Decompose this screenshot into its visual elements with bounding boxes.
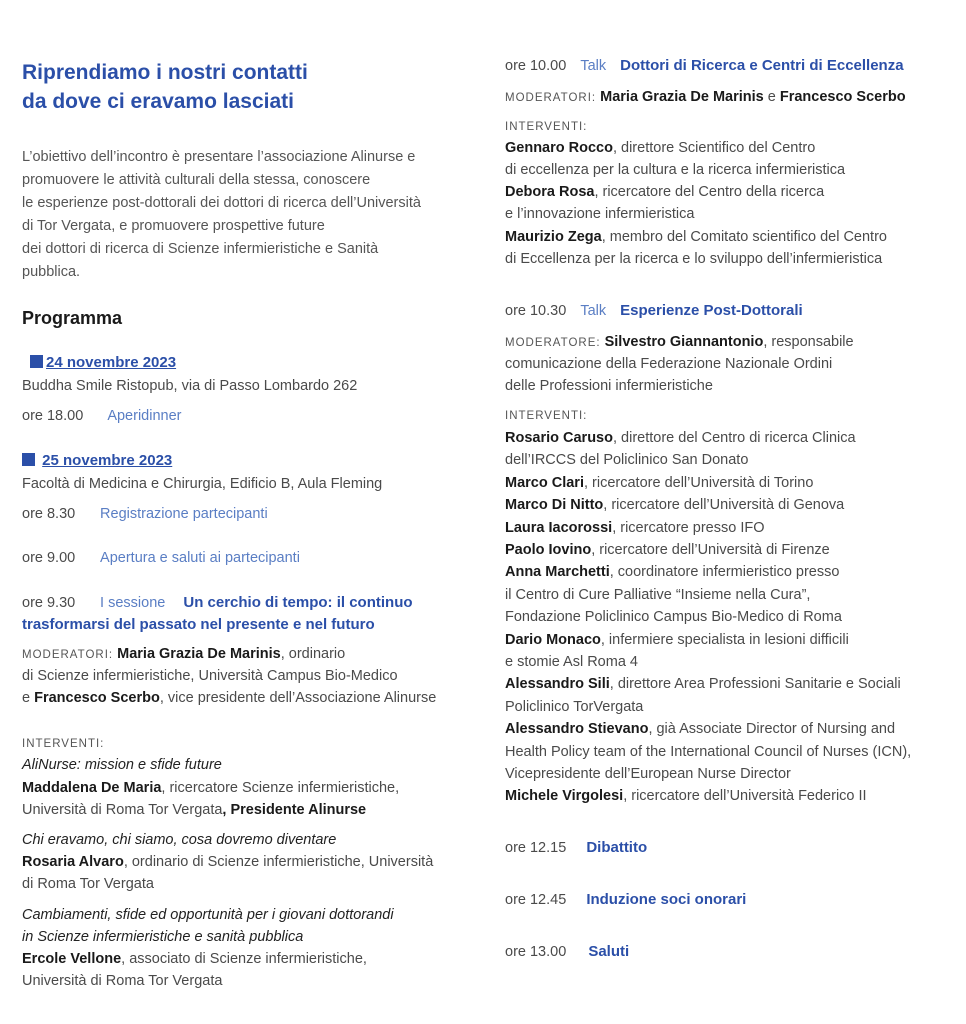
speaker-line — [505, 673, 901, 695]
speaker-line — [505, 472, 813, 494]
speaker-line — [505, 427, 856, 449]
day2-venue: Facoltà di Medicina e Chirurgia, Edificio B, Aula Fleming — [22, 476, 383, 492]
agenda-item — [22, 503, 268, 525]
speaker-name: Rosario Caruso — [505, 430, 613, 446]
time: ore 12.45 — [505, 892, 567, 908]
event-label: Registrazione partecipanti — [100, 506, 268, 522]
speaker-name: Marco Di Nitto — [505, 497, 604, 514]
intro-line: le esperienze post-dottorali dei dottori di ricerca dell’Università — [22, 195, 421, 211]
speaker-line — [505, 696, 643, 718]
intro-line: pubblica. — [22, 264, 81, 280]
speaker-role: dell’IRCCS del Policlinico San Donato — [505, 452, 749, 469]
speaker-line — [505, 449, 748, 471]
speaker-name: Maddalena De Maria — [22, 780, 162, 796]
speaker-affiliation: Università di Roma Tor Vergata — [22, 802, 223, 818]
speaker-role: il Centro di Cure Palliative “Insieme nella Cura”, — [505, 586, 811, 603]
speaker-role-line: di Eccellenza per la ricerca e lo sviluppo dell’infermieristica — [505, 251, 883, 267]
speaker-role: , ordinario di Scienze infermieristiche, Università — [123, 854, 434, 870]
speaker-name: Dario Monaco — [505, 631, 601, 648]
agenda-item — [22, 547, 300, 569]
speaker-role: Health Policy team of the International Council of Nurses (ICN), — [505, 743, 912, 760]
closing-item — [505, 837, 647, 859]
speaker-role: Fondazione Policlinico Campus Bio-Medico di Roma — [505, 609, 842, 626]
day1-venue: Buddha Smile Ristopub, via di Passo Lombardo 262 — [22, 378, 358, 394]
interventi-label: INTERVENTI: — [505, 121, 588, 133]
day1-date — [30, 352, 176, 374]
speaker-role: , associato di Scienze infermieristiche, — [121, 951, 367, 967]
title-line-1: Riprendiamo i nostri contatti — [22, 61, 308, 84]
session-kind: Talk — [580, 58, 607, 74]
talk-speaker-role: di Roma Tor Vergata — [22, 876, 154, 892]
session-header — [505, 55, 904, 77]
moderator-name: Maria Grazia De Marinis — [600, 89, 764, 105]
speaker-title: , Presidente Alinurse — [222, 802, 367, 818]
talk-speaker — [22, 777, 399, 799]
speaker-name: Maurizio Zega — [505, 229, 602, 245]
session-title: Esperienze Post-Dottorali — [620, 302, 803, 319]
speaker-line — [505, 606, 842, 628]
moderator-role: , ordinario — [280, 646, 346, 662]
time: ore 18.00 — [22, 408, 84, 424]
session-title: Dottori di Ricerca e Centri di Eccellenza — [620, 57, 904, 74]
speaker-line — [505, 718, 895, 740]
session-label: I sessione — [100, 595, 166, 611]
talk-speaker-role — [22, 799, 366, 821]
moderator-name: Maria Grazia De Marinis — [117, 646, 281, 662]
speaker-role: , ricercatore presso IFO — [612, 519, 765, 536]
speaker-role: , ricercatore del Centro della ricerca — [594, 184, 825, 200]
moderator-name: Silvestro Giannantonio — [604, 334, 764, 350]
speaker — [505, 137, 815, 159]
conjunction: e — [763, 89, 780, 105]
closing-title: Saluti — [588, 943, 630, 960]
speaker-role: , già Associate Director of Nursing and — [648, 721, 896, 738]
time: ore 9.30 — [22, 595, 76, 611]
moderators-label: MODERATORI: — [505, 92, 597, 104]
event-label: Apertura e saluti ai partecipanti — [100, 550, 300, 566]
event-label: Aperidinner — [107, 408, 182, 424]
moderator — [505, 331, 854, 354]
moderator-role-line: delle Professioni infermieristiche — [505, 378, 713, 394]
moderators-label: MODERATORI: — [22, 649, 114, 661]
speaker-line — [505, 763, 791, 785]
speaker-role: , direttore Scientifico del Centro — [612, 140, 816, 156]
speaker-line — [505, 651, 638, 673]
speaker-role: , ricercatore dell’Università di Torino — [583, 474, 814, 491]
day1-date-label: 24 novembre 2023 — [46, 354, 177, 371]
session-kind: Talk — [580, 303, 607, 319]
square-bullet-icon — [30, 355, 43, 368]
speaker-line — [505, 561, 839, 583]
speaker-name: Alessandro Stievano — [505, 721, 649, 738]
square-bullet-icon — [22, 453, 35, 466]
session-header — [505, 300, 803, 322]
speaker-name: Michele Virgolesi — [505, 788, 624, 805]
speaker-role: , ricercatore dell’Università Federico II — [623, 788, 867, 805]
speaker-role: , membro del Comitato scientifico del Centro — [601, 229, 887, 245]
talk-speaker — [22, 948, 367, 970]
speaker-name: Laura Iacorossi — [505, 519, 613, 536]
speaker-name: Marco Clari — [505, 474, 584, 491]
interventi-label: INTERVENTI: — [505, 410, 588, 422]
time: ore 13.00 — [505, 944, 567, 960]
moderators — [22, 643, 345, 666]
time: ore 10.00 — [505, 58, 567, 74]
conjunction: e — [22, 690, 35, 706]
speaker — [505, 181, 824, 203]
speaker-role-line: di eccellenza per la cultura e la ricerca infermieristica — [505, 162, 846, 178]
speaker-role-line: e l’innovazione infermieristica — [505, 206, 695, 222]
page-title — [22, 58, 308, 116]
speaker-line — [505, 741, 911, 763]
speaker-role: Vicepresidente dell’European Nurse Director — [505, 766, 791, 782]
speaker-line — [505, 584, 810, 606]
speaker-name: Gennaro Rocco — [505, 140, 613, 156]
speaker-name: Paolo Iovino — [505, 542, 592, 558]
moderator-label: MODERATORE: — [505, 337, 601, 349]
closing-title: Induzione soci onorari — [586, 891, 747, 908]
moderator-role: , vice presidente dell’Associazione Alinurse — [159, 690, 437, 706]
day2-date-label: 25 novembre 2023 — [42, 452, 173, 469]
speaker-role: Policlinico TorVergata — [505, 698, 644, 715]
closing-title: Dibattito — [586, 839, 648, 856]
speaker-line — [505, 539, 830, 561]
closing-item — [505, 941, 629, 963]
intro-line: promuovere le attività culturali della stessa, conoscere — [22, 172, 371, 188]
speaker-name: Ercole Vellone — [22, 951, 122, 967]
time: ore 12.15 — [505, 840, 567, 856]
speaker-role: , infermiere specialista in lesioni difficili — [600, 631, 849, 648]
talk-speaker-role: Università di Roma Tor Vergata — [22, 973, 223, 989]
moderator-role-line: di Scienze infermieristiche, Università Campus Bio-Medico — [22, 668, 398, 684]
talk-title: Chi eravamo, chi siamo, cosa dovremo diventare — [22, 832, 337, 848]
intro-line: L’obiettivo dell’incontro è presentare l’associazione Alinurse e — [22, 149, 416, 165]
title-line-2: da dove ci eravamo lasciati — [22, 90, 294, 113]
speaker-line — [505, 517, 764, 539]
speaker-role: e stomie Asl Roma 4 — [505, 654, 638, 670]
moderators — [505, 86, 906, 109]
time: ore 9.00 — [22, 550, 76, 566]
intro-line: di Tor Vergata, e promuovere prospettive future — [22, 218, 325, 234]
time: ore 10.30 — [505, 303, 567, 319]
speaker-line — [505, 629, 849, 651]
speaker-line — [505, 785, 867, 807]
section-heading-programma: Programma — [22, 308, 123, 328]
speaker-name: Anna Marchetti — [505, 564, 610, 581]
talk-title: Cambiamenti, sfide ed opportunità per i giovani dottorandi — [22, 907, 394, 923]
speaker-role: , ricercatore dell’Università di Firenze — [591, 542, 830, 558]
intro-paragraph — [22, 146, 421, 284]
speaker-name: Debora Rosa — [505, 184, 595, 200]
moderator-2 — [22, 687, 436, 709]
speaker-role: , direttore Area Professioni Sanitarie e Sociali — [609, 676, 901, 693]
session-header — [22, 592, 413, 614]
speaker-role: , coordinatore infermieristico presso — [609, 564, 840, 581]
talk-title-line2: in Scienze infermieristiche e sanità pubblica — [22, 929, 304, 945]
speaker-role: , ricercatore Scienze infermieristiche, — [161, 780, 400, 796]
speaker — [505, 226, 887, 248]
session-title: Un cerchio di tempo: il continuo — [183, 594, 413, 611]
speaker-line — [505, 494, 844, 516]
time: ore 8.30 — [22, 506, 76, 522]
speaker-name: Alessandro Sili — [505, 676, 610, 693]
day1-aperidinner — [22, 405, 181, 427]
talk-title: AliNurse: mission e sfide future — [22, 757, 222, 773]
closing-item — [505, 889, 746, 911]
talk-speaker — [22, 851, 433, 873]
interventi-label: INTERVENTI: — [22, 738, 105, 750]
moderator-role-line: comunicazione della Federazione Nazionale Ordini — [505, 356, 833, 372]
speaker-role: , ricercatore dell’Università di Genova — [603, 497, 845, 514]
intro-line: dei dottori di ricerca di Scienze infermieristiche e Sanità — [22, 241, 379, 257]
moderator-name: Francesco Scerbo — [779, 89, 906, 105]
speaker-name: Rosaria Alvaro — [22, 854, 124, 870]
moderator-name: Francesco Scerbo — [34, 690, 160, 706]
session-title-line2: trasformarsi del passato nel presente e nel futuro — [22, 616, 375, 633]
day2-date — [22, 450, 172, 472]
moderator-role: , responsabile — [763, 334, 854, 350]
speaker-role: , direttore del Centro di ricerca Clinica — [612, 430, 856, 446]
